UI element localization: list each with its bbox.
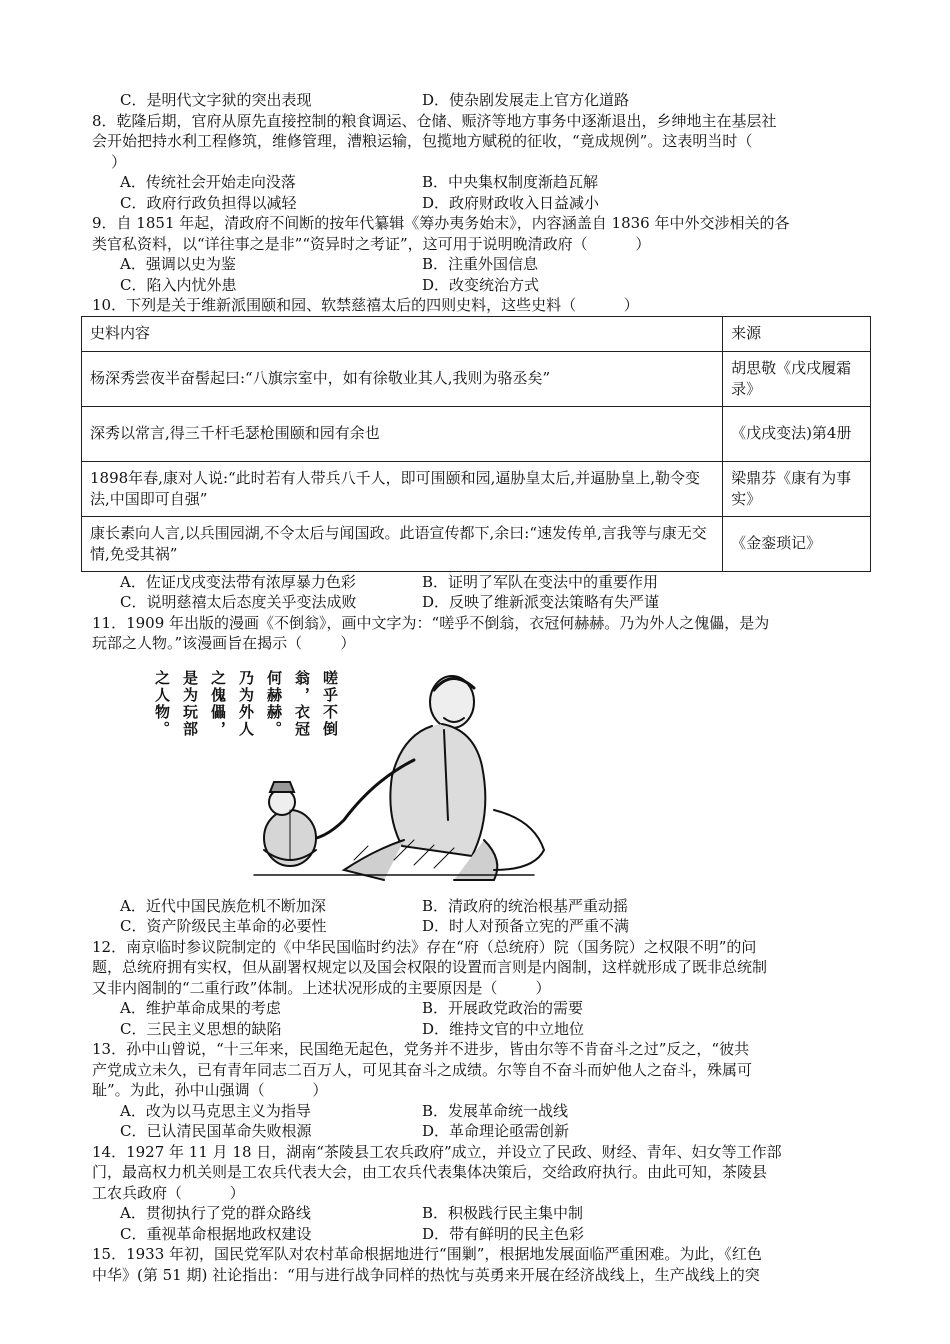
question-8 [92,111,872,214]
source-table [81,316,871,572]
table-header: 来源 [723,316,871,351]
option-a: A．传统社会开始走向没落 [120,173,296,191]
question-text: 门，最高权力机关则是工农兵代表大会，由工农兵代表集体决策后，交给政府执行。由此可知，茶陵县 [92,1163,768,1181]
options-row [92,592,872,613]
option-b: B．注重外国信息 [422,255,539,273]
question-12 [92,937,872,1040]
option-c: C．三民主义思想的缺陷 [120,1019,282,1038]
table-header: 史料内容 [82,316,723,351]
question-text: 玩部之人物。”该漫画旨在揭示（ ） [92,634,356,652]
option-d: D．革命理论亟需创新 [422,1122,570,1140]
question-text: 会开始把持水利工程修筑，维修管理，漕粮运输，包揽地方赋税的征收，“竟成规例”。这表明当时（ [92,132,753,150]
option-d: D．带有鲜明的民主色彩 [422,1224,585,1243]
options-row [92,916,872,937]
option-a: A．贯彻执行了党的群众路线 [120,1204,311,1222]
option-d: D．时人对预备立宪的严重不满 [422,917,630,935]
options-row [92,193,872,214]
table-cell-content: 康长素向人言,以兵围园湖,不令太后与闻国政。此语宣传都下,余曰:“速发传单,言我等与康无交情,免受其祸” [82,516,723,571]
option-b: B．清政府的统治根基严重动摇 [422,896,629,915]
option-a: A．改为以马克思主义为指导 [120,1101,311,1120]
question-text: 题，总统府拥有实权，但从副署权规定以及国会权限的设置而言则是内阁制，这样就形成了既非总统制 [92,958,768,976]
options-row [92,998,872,1019]
option-c: C．说明慈禧太后态度关乎变法成败 [120,593,357,611]
option-d: D．政府财政收入日益减小 [422,193,600,212]
option-a: A．强调以史为鉴 [120,255,236,273]
table-cell-source: 《金銮琐记》 [723,516,871,571]
question-text: 又非内阁制的“二重行政”体制。上述状况形成的主要原因是（ ） [92,978,551,997]
options-row [92,1019,872,1040]
cartoon-caption-column: 是为玩部 [181,669,199,738]
cartoon-caption-column: 何赫赫。 [265,669,283,738]
question-text: 工农兵政府（ ） [92,1183,245,1202]
question-text: 11．1909 年出版的漫画《不倒翁》，画中文字为：“嗟乎不倒翁，衣冠何赫赫。乃为外人之傀儡，是为 [92,613,770,632]
options-row [92,1121,872,1142]
cartoon-caption-column: 乃为外人 [237,669,255,738]
option-b: B．中央集权制度渐趋瓦解 [422,173,599,191]
option-b: B．发展革命统一战线 [422,1101,569,1120]
table-header-row [82,316,871,351]
option-b: B．积极践行民主集中制 [422,1204,584,1222]
table-cell-content: 杨深秀尝夜半奋髻起曰:“八旗宗室中，如有徐敬业其人,我则为骆丞矣” [82,351,723,406]
options-row [92,172,872,193]
cartoon-caption-column: 之人物。 [153,669,171,738]
table-cell-source: 梁鼎芬《康有为事实》 [723,461,871,516]
table-row [82,461,871,516]
question-11 [92,613,872,937]
table-cell-source: 胡思敬《戊戌履霜录》 [723,351,871,406]
question-13 [92,1039,872,1142]
option-c: C．已认清民国革命失败根源 [120,1122,312,1140]
table-cell-content: 1898年春,康对人说:“此时若有人带兵八千人，即可围颐和园,逼胁皇太后,并逼胁皇上,勒令变法,中国即可自强” [82,461,723,516]
option-d: D．反映了维新派变法策略有失严谨 [422,593,660,611]
option-a: A．近代中国民族危机不断加深 [120,896,326,915]
question-text: 13．孙中山曾说，“十三年来，民国绝无起色，党务并不进步，皆由尔等不肯奋斗之过”反之，“彼共 [92,1040,750,1058]
cartoon-caption-column: 翁，衣冠 [293,669,311,738]
question-text: 9．自 1851 年起，清政府不间断的按年代纂辑《筹办夷务始末》，内容涵盖自 1836 年中外交涉相关的各 [92,214,790,232]
option-c: C．是明代文字狱的突出表现 [120,91,312,109]
option-a: A．佐证戊戌变法带有浓厚暴力色彩 [120,572,356,591]
options-row [92,896,872,917]
option-d: D．使杂剧发展走上官方化道路 [422,91,630,109]
question-15 [92,1244,872,1285]
question-text: 产党成立未久，已有青年同志二百万人，可见其奋斗之成绩。尔等自不奋斗而妒他人之奋斗，殊属可 [92,1060,753,1079]
option-d: D．改变统治方式 [422,275,540,294]
table-row [82,516,871,571]
options-row [92,275,872,296]
exam-page [92,90,872,1285]
cartoon-caption-column: 嗟乎不倒 [321,669,339,738]
options-row [92,90,872,111]
question-text: 中华》(第 51 期) 社论指出：“用与进行战争同样的热忱与英勇来开展在经济战线上，生产战线上的突 [92,1265,760,1284]
table-row [82,351,871,406]
option-a: A．维护革命成果的考虑 [120,999,281,1017]
option-c: C．重视革命根据地政权建设 [120,1224,312,1243]
option-c: C．政府行政负担得以减轻 [120,193,297,212]
question-text: 10．下列是关于维新派围颐和园、软禁慈禧太后的四则史料，这些史料（ ） [92,296,639,314]
cartoon-caption-column: 之傀儡， [209,669,227,738]
option-c: C．陷入内忧外患 [120,275,237,294]
budaoweng-cartoon [114,660,554,886]
question-10 [92,295,872,613]
question-text: 15．1933 年初，国民党军队对农村革命根据地进行“围剿”，根据地发展面临严重困难。为此，《红色 [92,1245,762,1263]
options-row [92,1101,872,1122]
question-14 [92,1142,872,1245]
options-row [92,572,872,593]
question-9 [92,213,872,295]
question-text: 14．1927 年 11 月 18 日，湖南“茶陵县工农兵政府”成立，并设立了民政、财经、青年、妇女等工作部 [92,1142,782,1161]
question-text: 耻”。为此，孙中山强调（ ） [92,1081,328,1099]
table-row [82,406,871,461]
question-text: 类官私资料，以“详往事之是非”“资异时之考证”，这可用于说明晚清政府（ ） [92,234,651,253]
options-row [92,1203,872,1224]
options-row [92,1224,872,1245]
table-cell-source: 《戊戌变法)第4册 [723,406,871,461]
question-text: 8．乾隆后期，官府从原先直接控制的粮食调运、仓储、赈济等地方事务中逐渐退出，乡绅地主在基层社 [92,111,777,130]
table-cell-content: 深秀以常言,得三千杆毛瑟枪围颐和园有余也 [82,406,723,461]
option-d: D．维持文官的中立地位 [422,1019,585,1038]
option-b: B．开展政党政治的需要 [422,999,584,1017]
options-row [92,254,872,275]
option-c: C．资产阶级民主革命的必要性 [120,917,327,935]
question-text: ） [92,152,127,171]
question-text: 12．南京临时参议院制定的《中华民国临时约法》存在“府（总统府）院（国务院）之权限不明”的问 [92,937,757,956]
option-b: B．证明了军队在变法中的重要作用 [422,572,659,591]
